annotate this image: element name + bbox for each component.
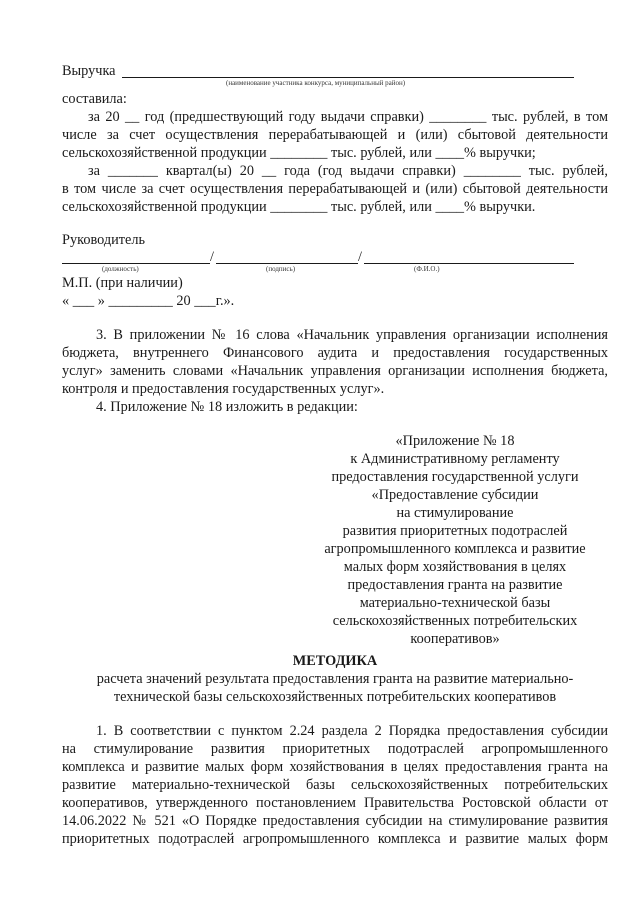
appendix-header-line: сельскохозяйственных потребительских	[332, 613, 578, 629]
revenue-label: Выручка	[62, 63, 116, 79]
appendix-header-line: развития приоритетных подотраслей	[342, 523, 568, 539]
appendix-header-line: кооперативов»	[410, 631, 500, 647]
signature-separator-2: /	[358, 249, 362, 265]
position-caption: (должность)	[102, 265, 139, 273]
methodology-subtitle-1: расчета значений результата предоставления гранта на развитие материально-	[96, 671, 574, 687]
methodology-body-line-7: приоритетных подотраслей агропромышленного комплекса и развитие малых форм	[62, 831, 608, 847]
amounted-label: составила:	[62, 91, 127, 107]
appendix-header-line: «Приложение № 18	[395, 433, 515, 449]
revenue-line-2: числе за счет осуществления перерабатывающей и (или) сбытовой деятельности	[62, 127, 608, 143]
appendix-header-line: материально-технической базы	[359, 595, 551, 611]
revenue-line-4: за _______ квартал(ы) 20 __ года (год выдачи справки) ________ тыс. рублей,	[88, 163, 608, 179]
signature-caption: (подпись)	[266, 265, 296, 273]
appendix-header-line: малых форм хозяйствования в целях	[343, 559, 567, 575]
stamp-label: М.П. (при наличии)	[62, 275, 183, 291]
revenue-line-3: сельскохозяйственной продукции ________ тыс. рублей, или ____% выручки;	[62, 145, 536, 161]
methodology-body-line-5: кооперативов, утвержденного постановлением Правительства Ростовской области от	[62, 795, 608, 811]
position-blank-line	[62, 263, 210, 264]
participant-caption: (наименование участника конкурса, муниципальный район)	[226, 79, 406, 87]
appendix-header-line: предоставления государственной услуги	[331, 469, 579, 485]
methodology-body-line-2: на стимулирование развития приоритетных подотраслей агропромышленного	[62, 741, 608, 757]
methodology-body-line-4: развитие материально-технической базы сельскохозяйственных потребительских	[62, 777, 608, 793]
appendix-header-line: «Предоставление субсидии	[371, 487, 539, 503]
item3-line-1: 3. В приложении № 16 слова «Начальник управления организации исполнения	[96, 327, 608, 343]
head-label: Руководитель	[62, 232, 146, 248]
methodology-title: МЕТОДИКА	[292, 653, 378, 669]
signature-blank-line	[216, 263, 358, 264]
item3-line-4: контроля и предоставления государственных услуг».	[62, 381, 385, 397]
appendix-header-line: предоставления гранта на развитие	[347, 577, 563, 593]
item3-line-2: бюджета, внутреннего Финансового аудита и предоставления государственных	[62, 345, 608, 361]
methodology-body-line-3: комплекса и развитие малых форм хозяйствования в целях предоставления гранта на	[62, 759, 608, 775]
appendix-header-line: агропромышленного комплекса и развитие	[324, 541, 586, 557]
revenue-line-5: в том числе за счет осуществления перерабатывающей и (или) сбытовой деятельности	[62, 181, 608, 197]
methodology-body-line-6: 14.06.2022 № 521 «О Порядке предоставления субсидии на стимулирование развития	[62, 813, 608, 829]
revenue-line-6: сельскохозяйственной продукции ________ тыс. рублей, или ____% выручки.	[62, 199, 536, 215]
participant-blank-line	[122, 77, 574, 78]
signature-separator-1: /	[210, 249, 214, 265]
date-line: « ___ » _________ 20 ___г.».	[62, 293, 235, 309]
methodology-body-line-1: 1. В соответствии с пунктом 2.24 раздела 2 Порядка предоставления субсидии	[96, 723, 608, 739]
revenue-line-1: за 20 __ год (предшествующий году выдачи справки) ________ тыс. рублей, в том	[88, 109, 608, 125]
item3-line-3: услуг» заменить словами «Начальник управления организации исполнения бюджета,	[62, 363, 608, 379]
appendix-header	[300, 432, 610, 648]
appendix-header-line: к Административному регламенту	[350, 451, 560, 467]
methodology-subtitle-2: технической базы сельскохозяйственных потребительских кооперативов	[113, 689, 557, 705]
name-blank-line	[364, 263, 574, 264]
appendix-header-line: на стимулирование	[396, 505, 514, 521]
item4-line: 4. Приложение № 18 изложить в редакции:	[96, 399, 358, 415]
name-caption: (Ф.И.О.)	[414, 265, 440, 273]
